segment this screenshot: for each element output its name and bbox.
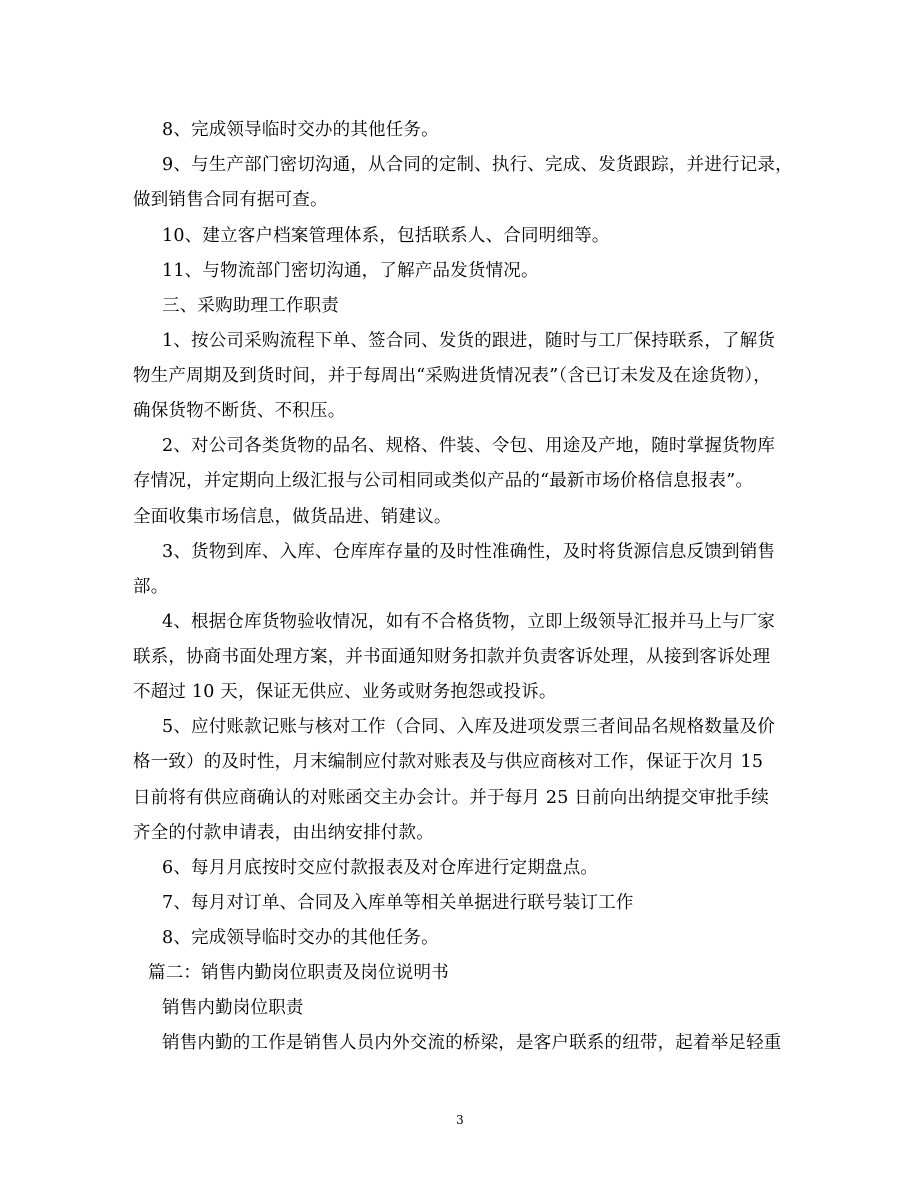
text-line: 联系，协商书面处理方案，并书面通知财务扣款并负责客诉处理，从接到客诉处理 bbox=[133, 647, 771, 667]
text-line: 日前将有供应商确认的对账函交主办会计。并于每月 25 日前向出纳提交审批手续 bbox=[133, 788, 769, 808]
text-line: 格一致）的及时性，月末编制应付款对账表及与供应商核对工作，保证于次月 15 bbox=[133, 752, 764, 772]
text-line: 1、按公司采购流程下单、签合同、发货的跟进，随时与工厂保持联系，了解货 bbox=[162, 331, 776, 351]
text-line: 7、每月对订单、合同及入库单等相关单据进行联号装订工作 bbox=[162, 893, 634, 913]
text-line: 6、每月月底按时交应付款报表及对仓库进行定期盘点。 bbox=[162, 858, 599, 878]
text-line: 全面收集市场信息，做货品进、销建议。 bbox=[133, 507, 452, 527]
text-line: 8、完成领导临时交办的其他任务。 bbox=[162, 120, 439, 140]
section-heading: 三、采购助理工作职责 bbox=[162, 296, 339, 316]
text-line: 2、对公司各类货物的品名、规格、件装、令包、用途及产地，随时掌握货物库 bbox=[162, 436, 776, 456]
section-heading: 篇二：销售内勤岗位职责及岗位说明书 bbox=[148, 963, 449, 983]
text-line: 销售内勤的工作是销售人员内外交流的桥梁，是客户联系的纽带，起着举足轻重 bbox=[162, 1033, 782, 1053]
text-line: 做到销售合同有据可查。 bbox=[133, 190, 328, 210]
text-line: 确保货物不断货、不积压。 bbox=[133, 401, 346, 421]
text-line: 5、应付账款记账与核对工作（合同、入库及进项发票三者间品名规格数量及价 bbox=[162, 717, 776, 737]
text-line: 8、完成领导临时交办的其他任务。 bbox=[162, 928, 439, 948]
text-line: 3、货物到库、入库、仓库库存量的及时性准确性，及时将货源信息反馈到销售 bbox=[162, 542, 776, 562]
text-line: 存情况，并定期向上级汇报与公司相同或类似产品的“最新市场价格信息报表”。 bbox=[133, 471, 754, 491]
text-line: 不超过 10 天，保证无供应、业务或财务抱怨或投诉。 bbox=[133, 682, 557, 702]
text-line: 齐全的付款申请表，由出纳安排付款。 bbox=[133, 823, 434, 843]
text-line: 11、与物流部门密切沟通，了解产品发货情况。 bbox=[162, 261, 539, 281]
text-line: 部。 bbox=[133, 577, 169, 597]
text-line: 9、与生产部门密切沟通，从合同的定制、执行、完成、发货跟踪，并进行记录， bbox=[162, 155, 793, 175]
text-line: 10、建立客户档案管理体系，包括联系人、合同明细等。 bbox=[162, 226, 610, 246]
section-heading: 销售内勤岗位职责 bbox=[162, 998, 304, 1018]
text-line: 物生产周期及到货时间，并于每周出“采购进货情况表”（含已订未发及在途货物）， bbox=[133, 366, 771, 386]
page-number: 3 bbox=[456, 1113, 464, 1127]
text-line: 4、根据仓库货物验收情况，如有不合格货物，立即上级领导汇报并马上与厂家 bbox=[162, 612, 776, 632]
